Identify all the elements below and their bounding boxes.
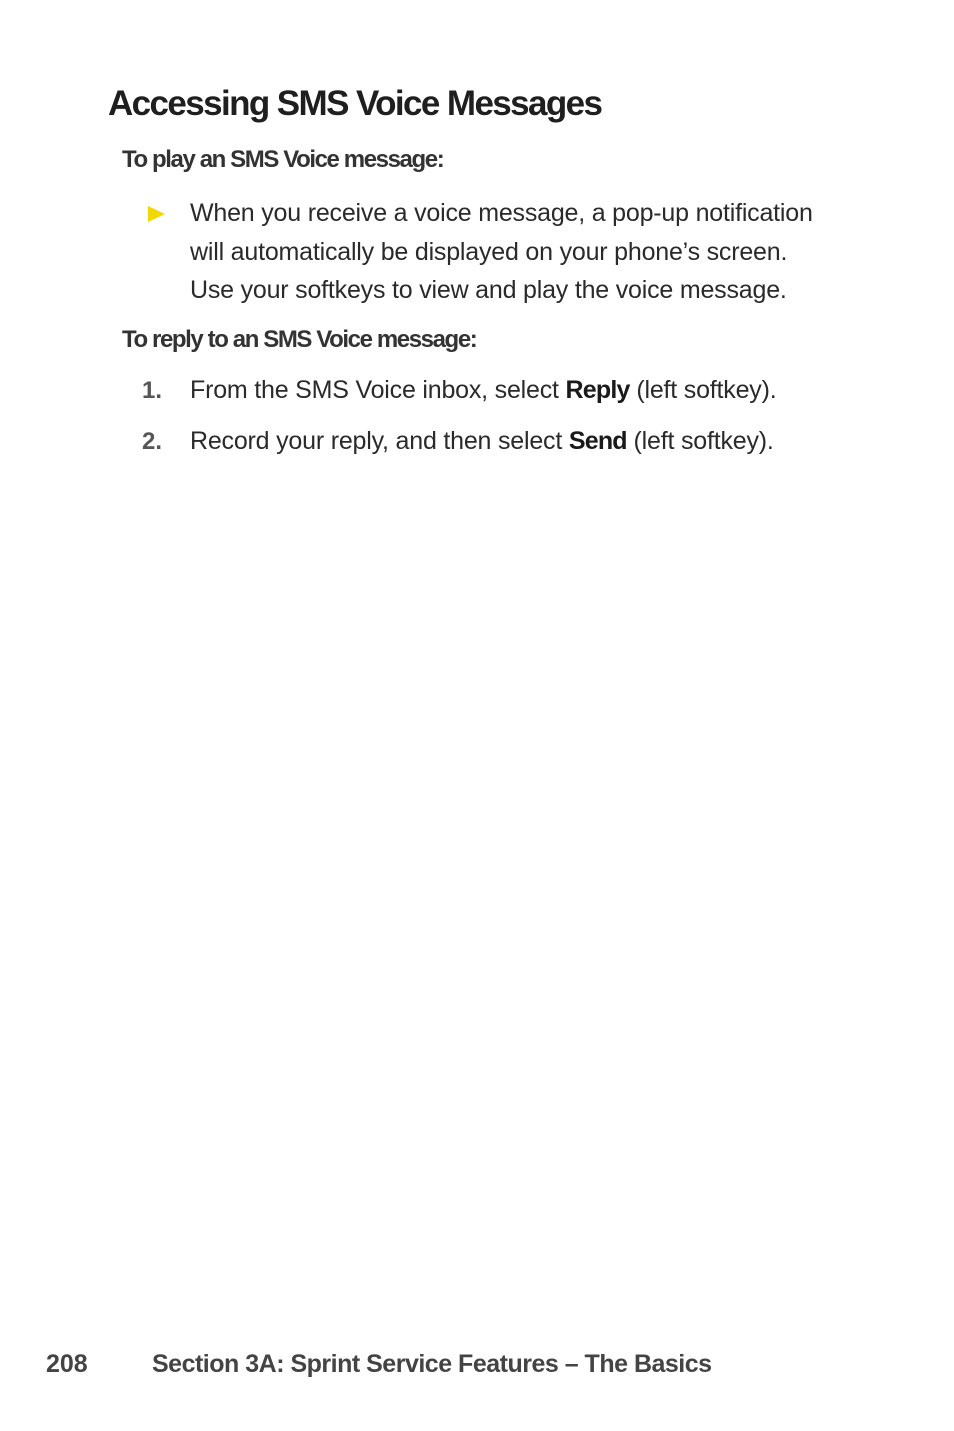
step-text-after: (left softkey). [626,427,774,455]
footer-section-title: Section 3A: Sprint Service Features – The Basics [152,1350,712,1378]
step-softkey-label: Send [568,427,627,455]
page-number: 208 [46,1350,88,1378]
step-number: 2. [142,428,163,455]
reply-subheading: To reply to an SMS Voice message: [122,326,477,353]
step-softkey-label: Reply [565,376,630,404]
play-instruction-line: Use your softkeys to view and play the voice message. [190,276,787,304]
play-subheading: To play an SMS Voice message: [122,146,444,173]
bullet-arrow-icon [148,206,165,222]
play-instructions [190,194,890,310]
step-text-after: (left softkey). [629,376,777,404]
step-text-before: From the SMS Voice inbox, select [190,376,566,404]
step-text-before: Record your reply, and then select [190,427,569,455]
step-text [190,427,774,456]
step-text [190,376,776,405]
play-instruction-line: will automatically be displayed on your phone’s screen. [190,237,788,266]
step-number: 1. [142,377,163,404]
page-title: Accessing SMS Voice Messages [108,84,602,123]
play-instruction-line: When you receive a voice message, a pop-up notification [190,199,813,227]
